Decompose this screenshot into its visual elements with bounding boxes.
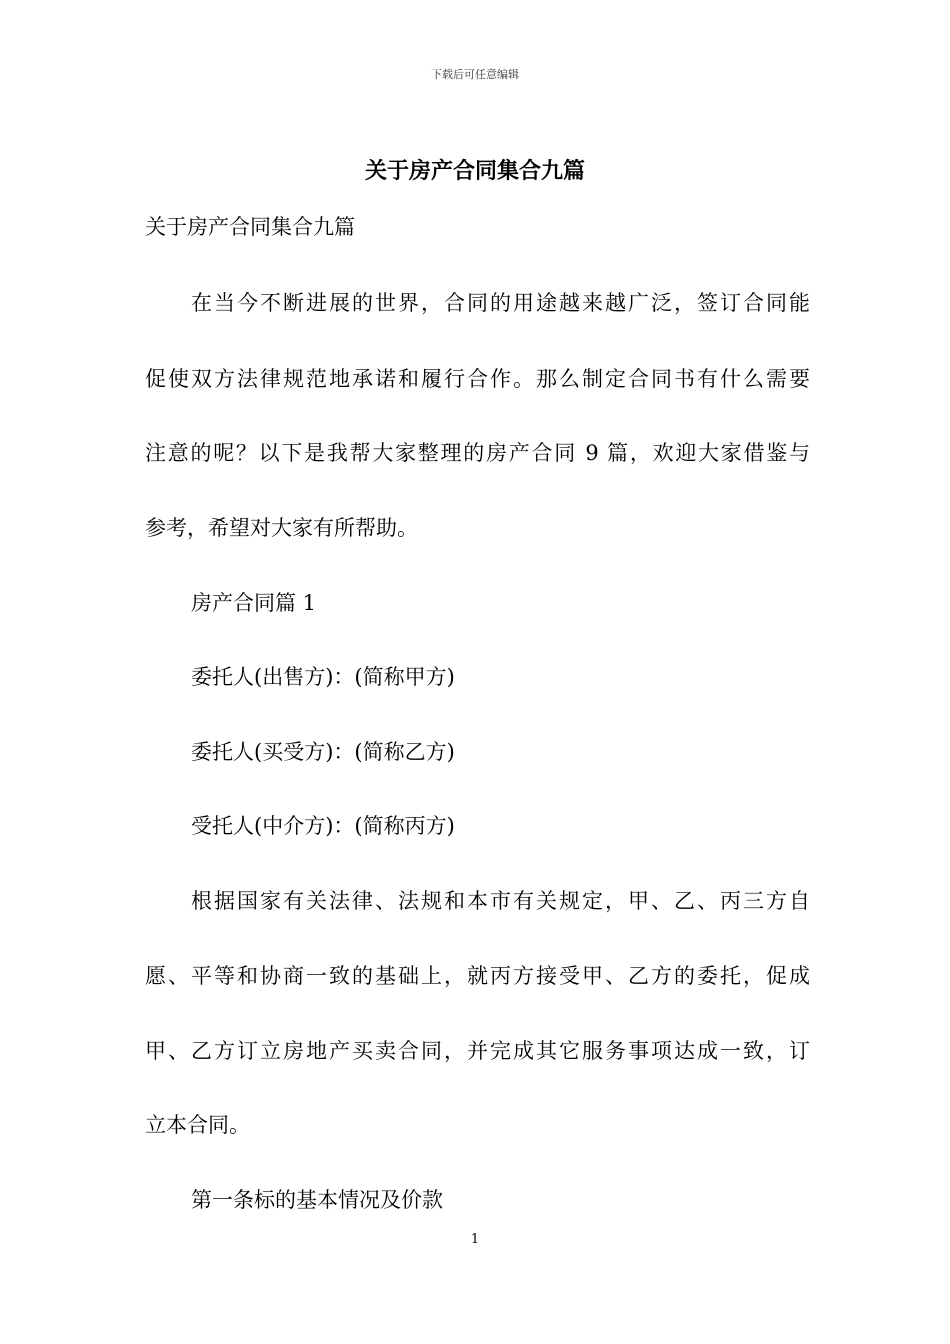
page-number: 1 bbox=[470, 1232, 480, 1247]
document-title: 关于房产合同集合九篇 bbox=[364, 158, 585, 184]
party-buyer: 委托人(买受方)：(简称乙方) bbox=[191, 740, 455, 764]
basis-line-4: 立本合同。 bbox=[145, 1113, 250, 1137]
page-header: 下载后可任意编辑 bbox=[431, 68, 519, 81]
section-heading-contract-1: 房产合同篇 1 bbox=[191, 591, 317, 615]
party-agent: 受托人(中介方)：(简称丙方) bbox=[191, 814, 455, 838]
subtitle-line: 关于房产合同集合九篇 bbox=[145, 215, 355, 239]
intro-line-1: 在当今不断进展的世界，合同的用途越来越广泛，签订合同能 bbox=[191, 291, 810, 315]
basis-line-3: 甲、乙方订立房地产买卖合同，并完成其它服务事项达成一致，订 bbox=[145, 1039, 810, 1063]
intro-line-3: 注意的呢？以下是我帮大家整理的房产合同 9 篇，欢迎大家借鉴与 bbox=[145, 441, 810, 465]
party-seller: 委托人(出售方)：(简称甲方) bbox=[191, 665, 455, 689]
intro-line-4: 参考，希望对大家有所帮助。 bbox=[145, 516, 418, 540]
article-1-heading: 第一条标的基本情况及价款 bbox=[191, 1188, 443, 1212]
basis-line-1: 根据国家有关法律、法规和本市有关规定，甲、乙、丙三方自 bbox=[191, 889, 810, 913]
intro-line-2: 促使双方法律规范地承诺和履行合作。那么制定合同书有什么需要 bbox=[145, 367, 810, 391]
basis-line-2: 愿、平等和协商一致的基础上，就丙方接受甲、乙方的委托，促成 bbox=[145, 964, 810, 988]
